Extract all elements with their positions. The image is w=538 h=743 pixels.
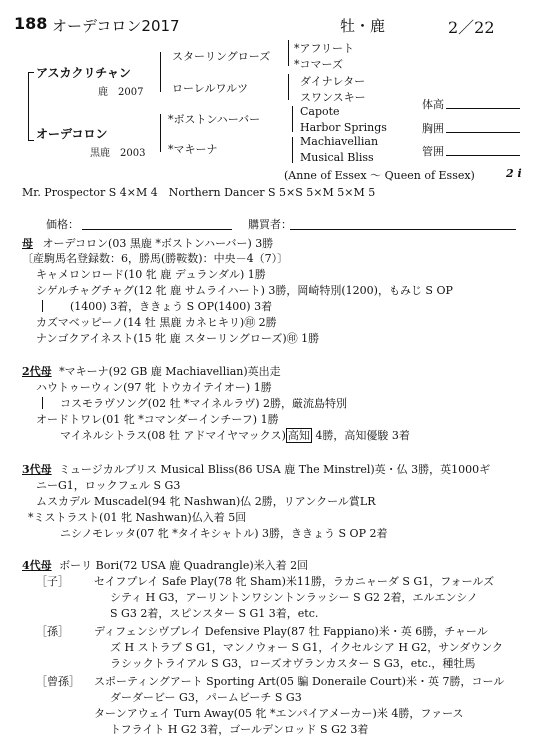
- third-dam-line-2: ムスカデル Muscadel(94 牝 Nashwan)仏 2勝，リアンクール賞LR: [36, 495, 376, 508]
- third-dam-line-1: ニーG1，ロックフェル S G3: [36, 479, 181, 492]
- rel-child: ［子］: [36, 575, 69, 588]
- second-dam-line-4: マイネルシトラス(08 牡 アドマイヤマックス): [60, 429, 286, 442]
- kochi-badge: 高知: [287, 429, 310, 442]
- second-dam-line-1: ハウトゥーウィン(97 牝 トウカイテイオー) 1勝: [36, 381, 272, 394]
- dam-sire-dam: Harbor Springs: [300, 121, 387, 134]
- grandchild-line-2: ラシックトライアル S G3，ローズオヴランカスター S G3，etc.，種牡馬: [110, 657, 476, 670]
- child-line-2: S G3 2着，スピンスター S G1 3着，etc.: [110, 607, 319, 620]
- great-grandchild-line-0: スポーティングアート Sporting Art(05 騙 Doneraile Court)米・英 7勝，コール: [94, 675, 505, 688]
- dam-detail: 黒鹿 2003: [90, 148, 146, 159]
- sire-sire: スターリングローズ: [172, 50, 271, 63]
- sire-sire-dam: *コマーズ: [294, 58, 343, 71]
- dam-line-5: カズマベッピーノ(14 牡 黒鹿 カネヒキリ)㊞ 2勝: [36, 316, 277, 329]
- fourth-dam-intro: ボーリ Bori(72 USA 鹿 Quadrangle)米入着 2回: [59, 559, 309, 572]
- dam-line-6: ナンゴクアイネスト(15 牝 鹿 スターリングローズ)㊞ 1勝: [36, 332, 320, 345]
- price-label: 価格：: [46, 218, 79, 231]
- dam-name: オーデコロン: [36, 127, 108, 141]
- sire-sire-sire: *アフリート: [294, 42, 355, 55]
- great-grandchild2-line-1: トフライト H G2 3着，ゴールデンロッド S G2 3着: [110, 723, 369, 736]
- rel-great-grandchild: ［曾孫］: [36, 675, 80, 688]
- sire-detail: 鹿 2007: [98, 87, 144, 98]
- second-dam-line-2: コスモラヴソング(02 牡 *マイネルラヴ) 2勝，厳流島特別: [60, 397, 348, 410]
- girth-field[interactable]: [446, 132, 520, 133]
- dam-line-1: 〔産駒馬名登録数：6，勝馬(勝鞍数)：中央－4（7）〕: [22, 252, 289, 265]
- dam-line-2: キャメロンロード(10 牝 鹿 デュランダル) 1勝: [36, 268, 266, 281]
- sire-dam-dam: スワンスキー: [300, 91, 366, 104]
- sire-dam-sire: ダイナレター: [300, 75, 366, 88]
- grandchild-line-0: ディフェンシヴプレイ Defensive Play(87 牡 Fappiano)米・英 6勝，チャール: [94, 625, 488, 638]
- grandchild-line-1: ズ H ストラブ S G1，マンノウォー S G1，イクセルシア H G2，サンダウンク: [110, 641, 503, 654]
- dam-dam: *マキーナ: [168, 143, 218, 156]
- sire-dam: ローレルワルツ: [172, 82, 249, 95]
- second-dam-line-3: オードトワレ(01 牝 *コマンダーインチーフ) 1勝: [36, 413, 279, 426]
- price-field[interactable]: [82, 229, 232, 230]
- sex-color: 牡・鹿: [340, 17, 386, 35]
- dam-line-3: シゲルチャグチャグ(12 牝 鹿 サムライハート) 3勝，岡崎特別(1200)，もみじ S OP: [36, 284, 453, 297]
- cannon-field[interactable]: [446, 155, 520, 156]
- dam-line-0: オーデコロン(03 黒鹿 *ボストンハーバー) 3勝: [42, 237, 274, 250]
- great-grandchild-line-1: ダーダービー G3，パームビーチ S G3: [110, 691, 302, 704]
- fourth-dam-tag: 4代母: [22, 559, 52, 572]
- inbreeding: Mr. Prospector S 4×M 4 Northern Dancer S 5×S 5×M 5×M 5: [22, 186, 376, 199]
- birth-date: 2／22: [448, 18, 495, 37]
- dam-dam-sire: Machiavellian: [300, 135, 379, 148]
- third-dam-line-0: ミュージカルブリス Musical Bliss(86 USA 鹿 The Minstrel)英・仏 3勝，英1000ギ: [59, 463, 491, 476]
- second-dam-line-6: 4勝，高知優駿 3着: [311, 429, 410, 442]
- great-grandchild2-line-0: ターンアウェイ Turn Away(05 牝 *エンパイアメーカー)米 4勝，ファース: [94, 707, 464, 720]
- dam-tag: 母: [22, 237, 33, 250]
- horse-name: オーデコロン2017: [52, 17, 180, 35]
- buyer-label: 購買者：: [248, 218, 292, 231]
- rel-grandchild: ［孫］: [36, 625, 69, 638]
- buyer-field[interactable]: [290, 229, 516, 230]
- family-note: (Anne of Essex ～ Queen of Essex): [284, 169, 475, 182]
- dam-line-4: (1400) 3着，ききょう S OP(1400) 3着: [70, 300, 273, 313]
- height-label: 体高: [422, 98, 444, 111]
- third-dam-line-4: ニシノモレッタ(07 牝 *タイキシャトル) 3勝，ききょう S OP 2着: [60, 527, 388, 540]
- second-dam-line-0: *マキーナ(92 GB 鹿 Machiavellian)英出走: [59, 365, 281, 378]
- family-code: 2 i: [506, 167, 522, 180]
- third-dam-tag: 3代母: [22, 463, 52, 476]
- dam-sire: *ボストンハーバー: [168, 113, 261, 126]
- child-line-0: セイフプレイ Safe Play(78 牝 Sham)米11勝，ラカニャーダ S G1，フォールズ: [94, 575, 495, 588]
- child-line-1: シティ H G3，アーリントンワシントンラッシー S G2 2着，エルエンシノ: [110, 591, 478, 604]
- lot-number: 188: [14, 14, 48, 33]
- dam-sire-sire: Capote: [300, 105, 340, 118]
- girth-label: 胸囲: [422, 122, 444, 135]
- third-dam-line-3: *ミストラスト(01 牝 Nashwan)仏入着 5回: [28, 511, 247, 524]
- dam-dam-dam: Musical Bliss: [300, 151, 374, 164]
- height-field[interactable]: [446, 108, 520, 109]
- second-dam-tag: 2代母: [22, 365, 52, 378]
- sire-name: アスカクリチャン: [36, 66, 131, 80]
- cannon-label: 管囲: [422, 145, 444, 158]
